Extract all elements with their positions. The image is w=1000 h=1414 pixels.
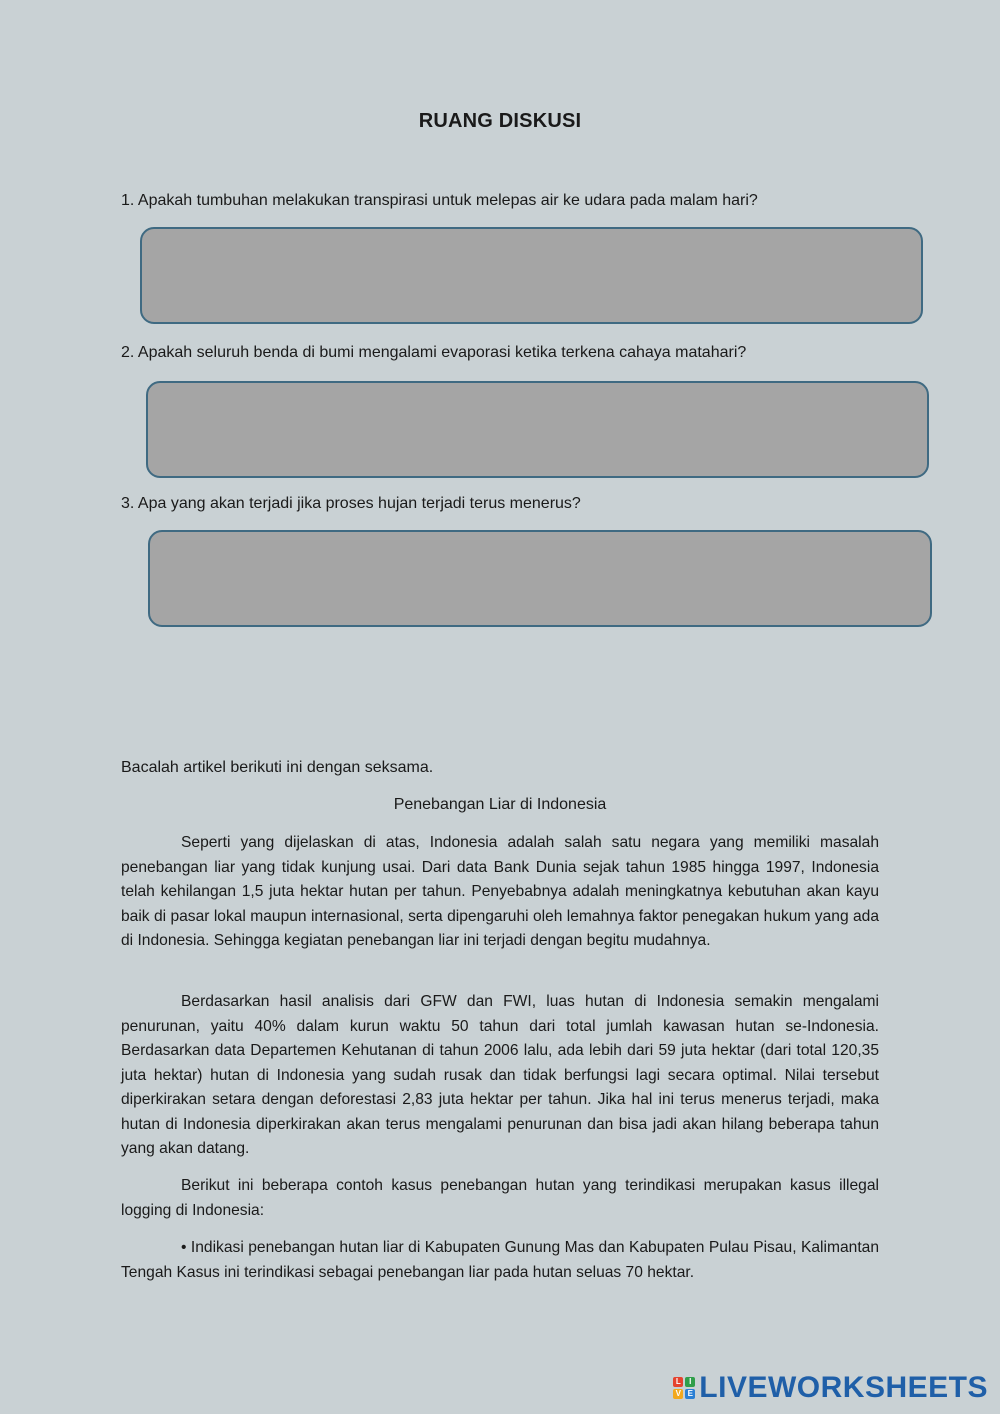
answer-box-3[interactable] <box>148 530 932 627</box>
logo-mark-letter: L <box>673 1377 683 1387</box>
article-paragraph-3: Berikut ini beberapa contoh kasus penebangan hutan yang terindikasi merupakan kasus illegal logging di Indonesia: <box>121 1177 879 1219</box>
question-1: 1. Apakah tumbuhan melakukan transpirasi untuk melepas air ke udara pada malam hari? <box>121 192 758 209</box>
article-title: Penebangan Liar di Indonesia <box>393 796 607 813</box>
article-paragraph-2: Berdasarkan hasil analisis dari GFW dan FWI, luas hutan di Indonesia semakin mengalami penurunan, yaitu 40% dalam kurun waktu 50 tahun dari total jumlah kawasan hutan se-Indonesia. Berdasarkan data Departemen Kehutanan di tahun 2006 lalu, ada lebih dari 59 juta hektar (dari total 120,35 juta hektar) hutan di Indonesia yang sudah rusak dan tidak berfungsi lagi secara optimal. Nilai tersebut diperkirakan setara dengan deforestasi 2,83 juta hektar per tahun. Jika hal ini terus menerus terjadi, maka hutan di Indonesia diperkirakan akan terus mengalami penurunan dan bisa jadi akan hilang beberapa tahun yang akan datang. <box>121 993 879 1157</box>
question-2: 2. Apakah seluruh benda di bumi mengalami evaporasi ketika terkena cahaya matahari? <box>121 344 747 361</box>
question-3: 3. Apa yang akan terjadi jika proses hujan terjadi terus menerus? <box>121 495 581 512</box>
answer-box-1[interactable] <box>140 227 923 324</box>
logo-mark-letter: E <box>685 1389 695 1399</box>
logo-text: LIVEWORKSHEETS <box>699 1371 988 1404</box>
logo-mark-letter: I <box>685 1377 695 1387</box>
liveworksheets-logo-icon <box>673 1377 695 1399</box>
page-title: RUANG DISKUSI <box>418 110 582 132</box>
article-paragraph-1: Seperti yang dijelaskan di atas, Indonesia adalah salah satu negara yang memiliki masalah penebangan liar yang tidak kunjung usai. Dari data Bank Dunia sejak tahun 1985 hingga 1997, Indonesia telah kehilangan 1,5 juta hektar hutan per tahun. Penyebabnya adalah meningkatnya kebutuhan akan kayu baik di pasar lokal maupun internasional, serta dipengaruhi oleh lemahnya faktor penegakan hukum yang ada di Indonesia. Sehingga kegiatan penebangan liar ini terjadi dengan begitu mudahnya. <box>121 834 879 949</box>
answer-box-2[interactable] <box>146 381 929 478</box>
logo-mark-letter: V <box>673 1389 683 1399</box>
article-intro: Bacalah artikel berikuti ini dengan seksama. <box>121 759 434 776</box>
article-paragraph-4: • Indikasi penebangan hutan liar di Kabupaten Gunung Mas dan Kabupaten Pulau Pisau, Kalimantan Tengah Kasus ini terindikasi sebagai penebangan liar pada hutan seluas 70 hektar. <box>121 1239 879 1281</box>
liveworksheets-logo <box>673 1370 988 1406</box>
